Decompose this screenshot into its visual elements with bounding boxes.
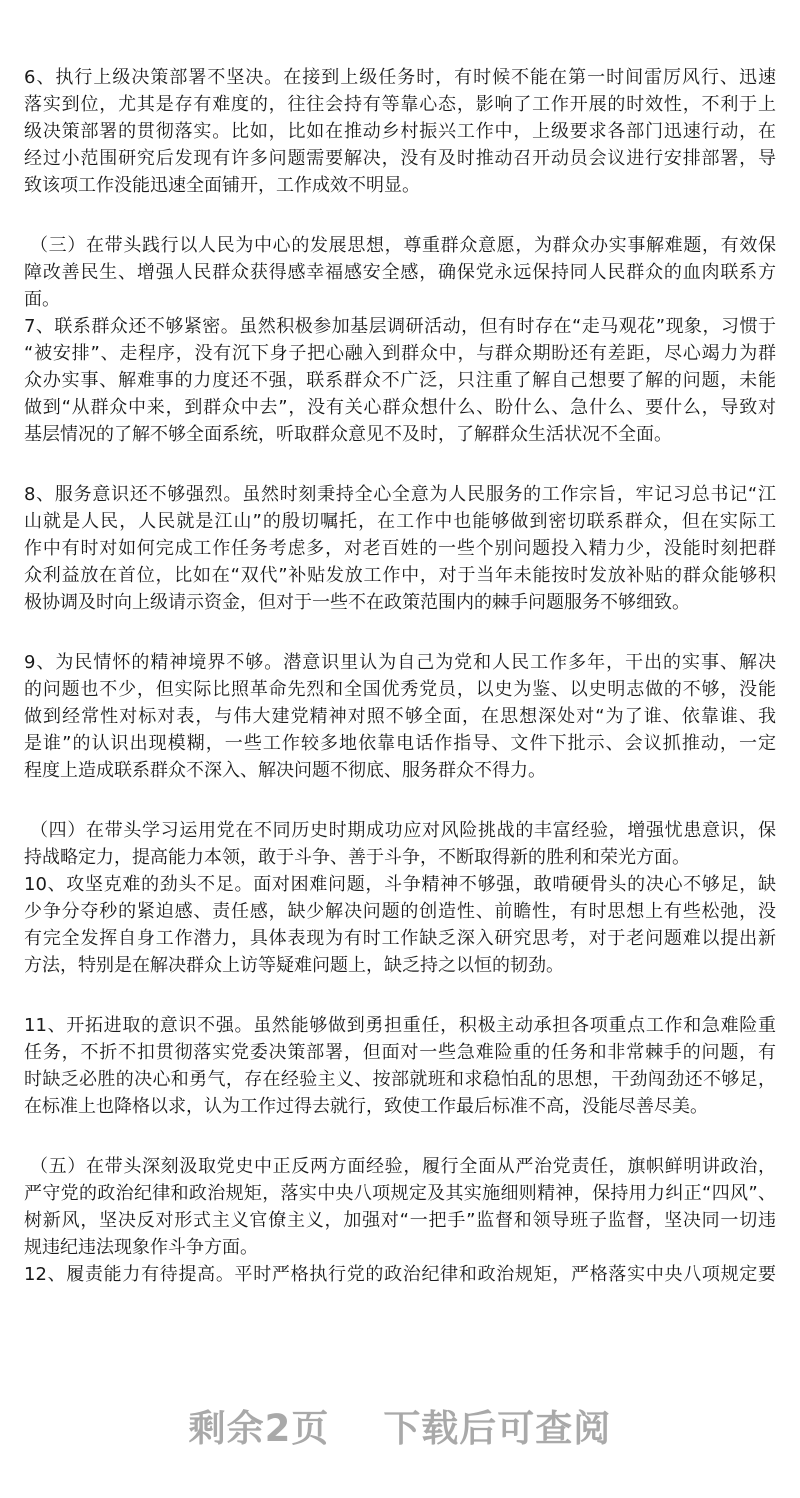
paragraph bbox=[24, 313, 776, 448]
text-line: 做到经常性对标对表，与伟大建党精神对照不够全面，在思想深处对“为了谁、依靠谁、我 bbox=[24, 706, 776, 727]
text-line: 10、攻坚克难的劲头不足。面对困难问题，斗争精神不够强，敢啃硬骨头的决心不够足，缺 bbox=[24, 874, 776, 895]
text-line: 时缺乏必胜的决心和勇气，存在经验主义、按部就班和求稳怕乱的思想，干劲闯劲还不够足， bbox=[24, 1069, 776, 1090]
text-line: 经过小范围研究后发现有许多问题需要解决，没有及时推动召开动员会议进行安排部署，导 bbox=[24, 148, 776, 169]
text-line: 少争分夺秒的紧迫感、责任感，缺少解决问题的创造性、前瞻性，有时思想上有些松弛，没 bbox=[24, 901, 776, 922]
section-block bbox=[24, 232, 776, 448]
text-line: 致该项工作没能迅速全面铺开，工作成效不明显。 bbox=[24, 175, 420, 196]
text-line: 7、联系群众还不够紧密。虽然积极参加基层调研活动，但有时存在“走马观花”现象，习惯于 bbox=[24, 316, 776, 337]
section-block bbox=[24, 1012, 776, 1120]
paragraph bbox=[24, 649, 776, 784]
section-heading bbox=[24, 817, 776, 871]
text-line: 方法，特别是在解决群众上访等疑难问题上，缺乏持之以恒的韧劲。 bbox=[24, 955, 564, 976]
text-line: 程度上造成联系群众不深入、解决问题不彻底、服务群众不得力。 bbox=[24, 760, 546, 781]
text-line: 8、服务意识还不够强烈。虽然时刻秉持全心全意为人民服务的工作宗旨，牢记习总书记“江 bbox=[24, 484, 776, 505]
section-heading bbox=[24, 232, 776, 313]
paragraph bbox=[24, 1261, 776, 1288]
text-line: 落实到位，尤其是存有难度的，往往会持有等靠心态，影响了工作开展的时效性，不利于上 bbox=[24, 94, 776, 115]
section-block bbox=[24, 817, 776, 979]
paragraph bbox=[24, 64, 776, 199]
download-prompt[interactable] bbox=[0, 1398, 800, 1452]
section-block bbox=[24, 1153, 776, 1288]
text-line: 树新风，坚决反对形式主义官僚主义，加强对“一把手”监督和领导班子监督，坚决同一切违 bbox=[24, 1210, 776, 1231]
text-line: 是谁”的认识出现模糊，一些工作较多地依靠电话作指导、文件下批示、会议抓推动，一定 bbox=[24, 733, 776, 754]
text-line: 作中有时对如何完成工作任务考虑多，对老百姓的一些个别问题投入精力少，没能时刻把群 bbox=[24, 538, 776, 559]
text-line: 众利益放在首位，比如在“双代”补贴发放工作中，对于当年未能按时发放补贴的群众能够积 bbox=[24, 565, 776, 586]
text-line: 严守党的政治纪律和政治规矩，落实中央八项规定及其实施细则精神，保持用力纠正“四风”、 bbox=[24, 1183, 776, 1204]
text-line: 12、履责能力有待提高。平时严格执行党的政治纪律和政治规矩，严格落实中央八项规定要 bbox=[24, 1264, 776, 1285]
paragraph bbox=[24, 871, 776, 979]
text-line: 6、执行上级决策部署不坚决。在接到上级任务时，有时候不能在第一时间雷厉风行、迅速 bbox=[24, 67, 776, 88]
paragraph bbox=[24, 481, 776, 616]
text-line: （五）在带头深刻汲取党史中正反两方面经验，履行全面从严治党责任，旗帜鲜明讲政治， bbox=[30, 1156, 776, 1177]
text-line: （四）在带头学习运用党在不同历史时期成功应对风险挑战的丰富经验，增强忧患意识，保 bbox=[30, 820, 776, 841]
section-block bbox=[24, 481, 776, 616]
text-line: 9、为民情怀的精神境界不够。潜意识里认为自己为党和人民工作多年，干出的实事、解决 bbox=[24, 652, 776, 673]
text-line: 有完全发挥自身工作潜力，具体表现为有时工作缺乏深入研究思考，对于老问题难以提出新 bbox=[24, 928, 776, 949]
text-line: “被安排”、走程序，没有沉下身子把心融入到群众中，与群众期盼还有差距，尽心竭力为群 bbox=[24, 343, 776, 364]
text-line: 做到“从群众中来，到群众中去”，没有关心群众想什么、盼什么、急什么、要什么，导致对 bbox=[24, 397, 776, 418]
section-block bbox=[24, 649, 776, 784]
text-line: 极协调及时向上级请示资金，但对于一些不在政策范围内的棘手问题服务不够细致。 bbox=[24, 592, 690, 613]
remaining-pages-text: 剩余2页 bbox=[188, 1407, 330, 1450]
text-line: 众办实事、解难事的力度还不强，联系群众不广泛，只注重了解自己想要了解的问题，未能 bbox=[24, 370, 776, 391]
text-line: （三）在带头践行以人民为中心的发展思想，尊重群众意愿，为群众办实事解难题，有效保 bbox=[30, 235, 776, 256]
text-line: 的问题也不少，但实际比照革命先烈和全国优秀党员，以史为鉴、以史明志做的不够，没能 bbox=[24, 679, 776, 700]
text-line: 基层情况的了解不够全面系统，听取群众意见不及时，了解群众生活状况不全面。 bbox=[24, 424, 672, 445]
text-line: 障改善民生、增强人民群众获得感幸福感安全感，确保党永远保持同人民群众的血肉联系方 bbox=[24, 262, 776, 283]
text-line: 11、开拓进取的意识不强。虽然能够做到勇担重任，积极主动承担各项重点工作和急难险重 bbox=[24, 1015, 776, 1036]
section-block bbox=[24, 64, 776, 199]
text-line: 面。 bbox=[24, 289, 60, 310]
text-line: 在标准上也降格以求，认为工作过得去就行，致使工作最后标准不高，没能尽善尽美。 bbox=[24, 1096, 708, 1117]
section-heading bbox=[24, 1153, 776, 1261]
paragraph bbox=[24, 1012, 776, 1120]
text-line: 规违纪违法现象作斗争方面。 bbox=[24, 1237, 258, 1258]
document-body bbox=[24, 64, 776, 1321]
text-line: 持战略定力，提高能力本领，敢于斗争、善于斗争，不断取得新的胜利和荣光方面。 bbox=[24, 847, 690, 868]
download-to-read-text[interactable]: 下载后可查阅 bbox=[383, 1407, 612, 1450]
text-line: 任务，不折不扣贯彻落实党委决策部署，但面对一些急难险重的任务和非常棘手的问题，有 bbox=[24, 1042, 776, 1063]
text-line: 级决策部署的贯彻落实。比如，比如在推动乡村振兴工作中，上级要求各部门迅速行动，在 bbox=[24, 121, 776, 142]
text-line: 山就是人民，人民就是江山”的殷切嘱托，在工作中也能够做到密切联系群众，但在实际工 bbox=[24, 511, 776, 532]
